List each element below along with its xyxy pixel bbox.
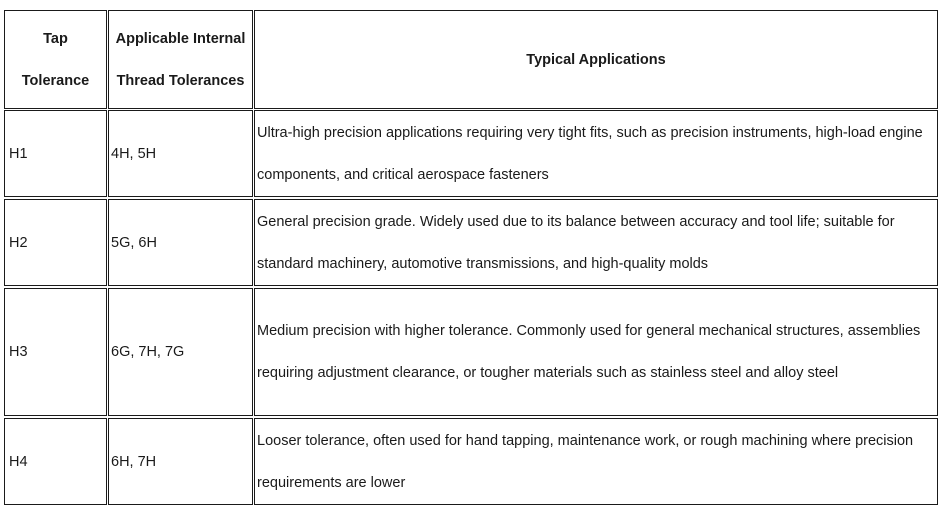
row-grade: H1 <box>4 110 107 197</box>
row-thread: 6H, 7H <box>108 418 253 505</box>
row-thread: 6G, 7H, 7G <box>108 288 253 416</box>
table-row <box>4 110 938 197</box>
row-thread: 5G, 6H <box>108 199 253 286</box>
header-tap-tolerance: Tap Tolerance <box>4 10 107 109</box>
header-row <box>4 10 938 109</box>
row-thread: 4H, 5H <box>108 110 253 197</box>
header-typical-applications: Typical Applications <box>254 10 938 109</box>
row-grade: H3 <box>4 288 107 416</box>
header-internal-thread: Applicable Internal Thread Tolerances <box>108 10 253 109</box>
row-application: General precision grade. Widely used due to its balance between accuracy and tool life; suitable for standard machinery, automotive transmissions, and high-quality molds <box>254 199 938 286</box>
table-row <box>4 288 938 416</box>
row-application: Looser tolerance, often used for hand tapping, maintenance work, or rough machining where precision requirements are lower <box>254 418 938 505</box>
table-row <box>4 418 938 505</box>
row-grade: H4 <box>4 418 107 505</box>
table-row <box>4 199 938 286</box>
row-application: Ultra-high precision applications requiring very tight fits, such as precision instruments, high-load engine components, and critical aerospace fasteners <box>254 110 938 197</box>
row-grade: H2 <box>4 199 107 286</box>
row-application: Medium precision with higher tolerance. Commonly used for general mechanical structures, assemblies requiring adjustment clearance, or tougher materials such as stainless steel and alloy steel <box>254 288 938 416</box>
